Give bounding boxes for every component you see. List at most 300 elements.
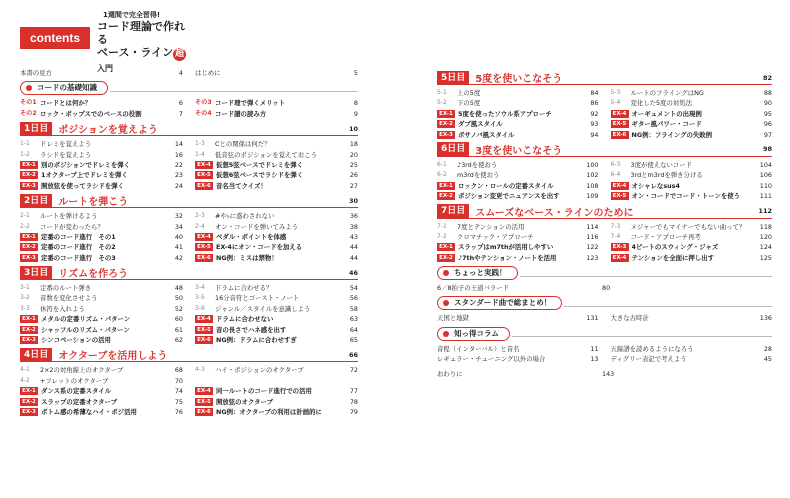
page-number: 111 bbox=[759, 192, 772, 201]
page-number: 46 bbox=[348, 268, 358, 277]
page-number: 122 bbox=[586, 243, 599, 252]
page-number: 82 bbox=[762, 73, 772, 82]
entry-title: 開放弦のオクターブ bbox=[216, 397, 273, 406]
entry-title: 4ビートのスウィング・ジャズ bbox=[631, 243, 719, 252]
page-number: 26 bbox=[349, 171, 358, 180]
entry-title: 音程（インターバル）と音名 bbox=[437, 344, 520, 353]
entry-title: ルートを弾けるよう bbox=[40, 212, 98, 221]
entry-title: ロック・ポップスでのベースの役割 bbox=[40, 109, 142, 118]
ex-label: EX-6 bbox=[195, 408, 213, 416]
ex-label: EX-4 bbox=[195, 161, 213, 169]
page-number: 42 bbox=[174, 253, 183, 262]
ex-label: EX-1 bbox=[20, 233, 38, 241]
section-number: 3-2 bbox=[20, 294, 30, 302]
entry-title: 五線譜を読めるようになろう bbox=[610, 344, 694, 353]
page-number: 106 bbox=[759, 171, 772, 180]
page-number: 125 bbox=[759, 253, 772, 262]
toc-entry[interactable] bbox=[195, 253, 358, 263]
page-number: 10 bbox=[348, 124, 358, 133]
toc-entry[interactable] bbox=[437, 98, 599, 108]
toc-entry[interactable] bbox=[195, 232, 358, 242]
ex-label: EX-4 bbox=[195, 315, 213, 323]
toc-entry[interactable] bbox=[195, 222, 358, 232]
page-number: 28 bbox=[763, 344, 772, 353]
toc-row bbox=[437, 344, 772, 354]
page-number: 66 bbox=[348, 350, 358, 359]
toc-entry[interactable] bbox=[611, 98, 773, 108]
ex-label: EX-5 bbox=[195, 326, 213, 334]
ex-label: EX-2 bbox=[437, 120, 455, 128]
entry-title: テンションを全面に押し出す bbox=[631, 253, 714, 262]
toc-entry[interactable] bbox=[20, 109, 183, 119]
toc-entry[interactable] bbox=[20, 397, 183, 407]
toc-entry[interactable] bbox=[20, 335, 183, 345]
entry-title: 下の5度 bbox=[457, 99, 481, 108]
toc-entry[interactable] bbox=[195, 181, 358, 191]
toc-entry[interactable] bbox=[195, 407, 358, 417]
day-number: 6日目 bbox=[437, 142, 469, 156]
outro-row[interactable]: おわりに 143 bbox=[437, 369, 615, 378]
entry-title: ドラムに合わせない bbox=[216, 315, 274, 324]
section-number: 4-2 bbox=[20, 376, 30, 384]
page-number: 97 bbox=[763, 130, 772, 139]
page-number: 77 bbox=[349, 387, 358, 396]
toc-row bbox=[20, 109, 358, 119]
toc-entry[interactable] bbox=[437, 344, 599, 354]
section-number: 7-3 bbox=[610, 222, 621, 230]
entry-title: オン・コードを弾いてみよう bbox=[215, 222, 299, 231]
day-number: 5日目 bbox=[437, 71, 469, 85]
section-number: 1-3 bbox=[195, 140, 205, 148]
toc-entry[interactable] bbox=[20, 283, 183, 293]
page-number: 68 bbox=[174, 366, 183, 375]
standard-item[interactable]: 天国と地獄 131 bbox=[437, 314, 599, 323]
day-header[interactable] bbox=[20, 348, 358, 362]
ex-label: EX-3 bbox=[20, 254, 38, 262]
toc-entry[interactable] bbox=[611, 191, 773, 201]
page-number: 95 bbox=[763, 109, 772, 118]
ex-label: EX-6 bbox=[195, 254, 213, 262]
toc-row bbox=[20, 325, 358, 335]
toc-entry[interactable] bbox=[611, 253, 773, 263]
page-number: 92 bbox=[590, 109, 599, 118]
section-number: その4 bbox=[195, 109, 212, 117]
toc-entry[interactable] bbox=[611, 88, 773, 98]
entry-title: 上の5度 bbox=[457, 89, 481, 97]
toc-entry[interactable] bbox=[20, 253, 183, 263]
page-number: 32 bbox=[174, 212, 183, 221]
toc-entry[interactable] bbox=[195, 150, 358, 160]
entry-title: ♪3rdを使おう bbox=[457, 160, 498, 169]
toc-entry[interactable] bbox=[20, 211, 183, 221]
page-number: 84 bbox=[590, 89, 599, 97]
right-column bbox=[437, 68, 772, 379]
toc-entry[interactable] bbox=[195, 365, 358, 375]
entry-title: コード理で弾くメリット bbox=[215, 99, 286, 108]
page-number: 34 bbox=[174, 222, 183, 231]
section-number: 6-3 bbox=[610, 160, 621, 168]
day-title: ポジションを覚えよう bbox=[58, 125, 158, 137]
entry-title: ドレミを覚えよう bbox=[40, 140, 92, 149]
toc-link-preface[interactable]: はじめに bbox=[195, 69, 221, 77]
page-number: 22 bbox=[174, 160, 183, 169]
toc-entry[interactable] bbox=[20, 170, 183, 180]
entry-title: ペダル・ポイントを体感 bbox=[216, 232, 287, 241]
days-left bbox=[20, 122, 358, 417]
toc-entry[interactable] bbox=[195, 397, 358, 407]
ex-label: EX-1 bbox=[20, 161, 38, 169]
toc-entry[interactable] bbox=[20, 98, 183, 108]
entry-title: ダンス系の定番スタイル bbox=[41, 387, 112, 396]
entry-title: ロックン・ロールの定番スタイル bbox=[458, 181, 554, 190]
entry-title bbox=[195, 376, 344, 386]
entry-title: メタルの定番リズム・パターン bbox=[41, 315, 131, 324]
section-number: 1-1 bbox=[20, 140, 30, 148]
section-number: 4-1 bbox=[20, 366, 30, 374]
toc-entry[interactable] bbox=[195, 242, 358, 252]
ex-label: EX-2 bbox=[20, 326, 38, 334]
toc-entry[interactable] bbox=[195, 211, 358, 221]
ex-label: EX-2 bbox=[437, 254, 455, 262]
day-header[interactable] bbox=[20, 194, 358, 208]
toc-entry[interactable] bbox=[20, 181, 183, 191]
entry-title: コードとは何か？ bbox=[40, 99, 92, 108]
entry-title: ポジション変更でニュアンスを出す bbox=[458, 192, 560, 201]
toc-entry[interactable] bbox=[20, 222, 183, 232]
toc-entry[interactable] bbox=[611, 160, 773, 170]
toc-entry[interactable] bbox=[437, 354, 599, 364]
page-number: 78 bbox=[349, 397, 358, 406]
entry-title: 定番のコード進行 その1 bbox=[41, 232, 116, 241]
section-number: 6-4 bbox=[610, 171, 621, 179]
toc-row bbox=[20, 376, 358, 386]
toc-entry[interactable] bbox=[20, 376, 183, 386]
toc-entry[interactable] bbox=[437, 191, 599, 201]
ex-label: EX-4 bbox=[195, 387, 213, 395]
page-number bbox=[344, 376, 358, 386]
toc-entry[interactable] bbox=[611, 344, 773, 354]
toc-entry[interactable] bbox=[20, 325, 183, 335]
entry-title: ラシドを覚えよう bbox=[40, 150, 92, 159]
page-number: 116 bbox=[586, 232, 599, 241]
toc-row bbox=[20, 232, 358, 242]
page-number: 109 bbox=[586, 192, 599, 201]
day-number: 3日目 bbox=[20, 266, 52, 280]
page-number: 40 bbox=[174, 232, 183, 241]
toc-entry[interactable] bbox=[195, 376, 358, 386]
toc-row bbox=[20, 211, 358, 221]
page-number: 30 bbox=[348, 196, 358, 205]
toc-entry[interactable] bbox=[195, 139, 358, 149]
knowledge-list bbox=[437, 344, 772, 365]
toc-entry[interactable] bbox=[437, 232, 599, 242]
toc-entry[interactable] bbox=[195, 98, 358, 108]
days-right bbox=[437, 71, 772, 263]
day-header[interactable] bbox=[20, 266, 358, 280]
toc-entry[interactable] bbox=[20, 314, 183, 324]
toc-entry[interactable] bbox=[437, 119, 599, 129]
page-number: 124 bbox=[759, 243, 772, 252]
entry-title: NG例：ドラムに合わせすぎ bbox=[216, 336, 297, 345]
entry-title: 仮想6弦ベースでラシドを弾く bbox=[216, 171, 304, 180]
basics-list bbox=[20, 98, 358, 119]
entry-title: 定番のルート弾き bbox=[40, 284, 92, 293]
entry-title: m3rdを使おう bbox=[457, 171, 500, 180]
toc-entry[interactable] bbox=[611, 130, 773, 140]
section-number: 5-4 bbox=[610, 99, 621, 107]
toc-entry[interactable] bbox=[20, 293, 183, 303]
day-number: 4日目 bbox=[20, 348, 52, 362]
toc-entry[interactable] bbox=[20, 365, 183, 375]
toc-entry[interactable] bbox=[20, 232, 183, 242]
toc-entry[interactable] bbox=[195, 386, 358, 396]
page-number: 56 bbox=[349, 294, 358, 303]
page-number: 63 bbox=[349, 315, 358, 324]
page-number: 20 bbox=[349, 150, 358, 159]
ex-label: EX-4 bbox=[611, 110, 629, 118]
toc-entry[interactable] bbox=[195, 283, 358, 293]
ex-label: EX-5 bbox=[611, 120, 629, 128]
entry-title: 音名当てクイズ！ bbox=[216, 181, 267, 190]
toc-entry[interactable] bbox=[437, 88, 599, 98]
toc-row bbox=[20, 181, 358, 191]
toc-entry[interactable] bbox=[20, 150, 183, 160]
ex-label: EX-3 bbox=[611, 243, 629, 251]
ex-label: EX-4 bbox=[611, 254, 629, 262]
page-number: 79 bbox=[349, 407, 358, 416]
day-title: スムーズなベース・ラインのために bbox=[475, 207, 634, 219]
page-number: 104 bbox=[759, 160, 772, 169]
entry-title: ギター風パワー・コード bbox=[631, 120, 702, 129]
day-header[interactable] bbox=[437, 143, 772, 157]
toc-entry[interactable] bbox=[195, 293, 358, 303]
logo-line2: ベース・ライン 超入門 bbox=[97, 46, 185, 73]
entry-title: 開放弦を使ってラシドを弾く bbox=[41, 181, 125, 190]
entry-title: ジャンル／スタイルを意識しよう bbox=[215, 304, 311, 313]
entry-title: EX-4にオン・コードを加える bbox=[216, 243, 303, 252]
page-number: 70 bbox=[174, 376, 183, 385]
page-number: 9 bbox=[353, 109, 358, 118]
basics-header bbox=[20, 78, 358, 98]
toc-entry[interactable] bbox=[195, 325, 358, 335]
toc-entry[interactable] bbox=[20, 304, 183, 314]
day-header[interactable] bbox=[437, 71, 772, 85]
toc-entry[interactable] bbox=[437, 253, 599, 263]
section-number: 6-2 bbox=[437, 171, 447, 179]
page-number: 112 bbox=[758, 207, 772, 216]
ex-label: EX-1 bbox=[437, 182, 455, 190]
toc-entry[interactable] bbox=[611, 170, 773, 180]
ex-label: EX-6 bbox=[195, 182, 213, 190]
entry-title: ダブ風スタイル bbox=[458, 120, 503, 129]
day-title: 3度を使いこなそう bbox=[475, 145, 563, 157]
page-number: 93 bbox=[590, 120, 599, 129]
toc-entry[interactable] bbox=[437, 181, 599, 191]
page-number: 5 bbox=[353, 69, 358, 77]
toc-entry[interactable] bbox=[611, 181, 773, 191]
standard-title: スタンダード曲で総まとめ！ bbox=[437, 296, 562, 310]
page-number: 64 bbox=[349, 325, 358, 334]
toc-row bbox=[20, 160, 358, 170]
section-number: 2-1 bbox=[20, 212, 30, 220]
toc-entry[interactable] bbox=[195, 335, 358, 345]
entry-title: クロマチック・アプローチ bbox=[457, 232, 534, 241]
toc-entry[interactable] bbox=[195, 314, 358, 324]
toc-row bbox=[20, 407, 358, 417]
entry-title: 定番のコード進行 その2 bbox=[41, 243, 116, 252]
toc-entry[interactable] bbox=[437, 170, 599, 180]
entry-title: シャッフルのリズム・パターン bbox=[41, 325, 130, 334]
entry-title: スラップの定番オクターブ bbox=[41, 397, 117, 406]
toc-entry[interactable] bbox=[20, 160, 183, 170]
page-number: 16 bbox=[174, 150, 183, 159]
entry-title: オン・コードでコード・トーンを使う bbox=[631, 192, 741, 201]
entry-title: ボトム感の希薄なハイ・ポジ活用 bbox=[41, 407, 137, 416]
toc-row bbox=[20, 293, 358, 303]
section-number: 3-5 bbox=[195, 294, 205, 302]
entry-title: NG例：フライングの失敗例 bbox=[631, 130, 713, 139]
toc-link-intro[interactable]: 本書の見方 bbox=[20, 69, 52, 77]
entry-title: レギュラー・チューニング以外の場合 bbox=[437, 355, 546, 364]
toc-entry[interactable] bbox=[611, 109, 773, 119]
page-number: 44 bbox=[349, 253, 358, 262]
toc-entry[interactable] bbox=[437, 109, 599, 119]
page-number: 7 bbox=[178, 109, 183, 118]
toc-entry[interactable] bbox=[437, 160, 599, 170]
ex-label: EX-5 bbox=[195, 171, 213, 179]
toc-entry[interactable] bbox=[20, 407, 183, 417]
left-column bbox=[20, 68, 358, 417]
intro-row bbox=[20, 68, 358, 78]
toc-entry[interactable] bbox=[20, 139, 183, 149]
entry-title: スラップはm7thが活用しやすい bbox=[458, 243, 554, 252]
toc-row bbox=[20, 253, 358, 263]
day-header[interactable] bbox=[20, 122, 358, 136]
page-number: 90 bbox=[763, 99, 772, 108]
entry-title: 16分音符とゴースト・ノート bbox=[215, 294, 300, 303]
entry-title: ♪7thやテンション・ノートを活用 bbox=[458, 253, 557, 262]
toc-row bbox=[20, 304, 358, 314]
page-number: 36 bbox=[349, 212, 358, 221]
entry-title: 3度が使えないコード bbox=[630, 160, 693, 169]
day-title: リズムを作ろう bbox=[58, 269, 129, 281]
section-number: 2-3 bbox=[195, 212, 205, 220]
toc-row bbox=[20, 170, 358, 180]
entry-title: 音数を変化させよう bbox=[40, 294, 98, 303]
toc-row bbox=[20, 98, 358, 108]
page-number: 75 bbox=[174, 397, 183, 406]
ex-label: EX-1 bbox=[437, 243, 455, 251]
page-number: 11 bbox=[590, 344, 599, 353]
toc-entry[interactable] bbox=[437, 130, 599, 140]
section-number: 7-2 bbox=[437, 232, 447, 240]
toc-entry[interactable] bbox=[195, 304, 358, 314]
logo-tag: 1週間で完全習得! bbox=[103, 11, 161, 19]
entry-title: ドラムに合わせる？ bbox=[215, 284, 273, 293]
page-number: 58 bbox=[349, 304, 358, 313]
toc-row bbox=[437, 119, 772, 129]
toc-entry[interactable] bbox=[437, 242, 599, 252]
toc-entry[interactable] bbox=[20, 242, 183, 252]
ex-label: EX-5 bbox=[611, 192, 629, 200]
book-logo bbox=[97, 10, 191, 73]
entry-title: ボサノバ風スタイル bbox=[458, 130, 515, 139]
section-number: その3 bbox=[195, 99, 212, 107]
toc-entry[interactable] bbox=[611, 119, 773, 129]
toc-entry[interactable] bbox=[195, 160, 358, 170]
page-number: 48 bbox=[174, 284, 183, 293]
toc-row bbox=[437, 242, 772, 252]
page-number: 18 bbox=[349, 140, 358, 149]
toc-entry[interactable] bbox=[611, 222, 773, 232]
section-number: 4-3 bbox=[195, 366, 205, 374]
entry-title: 仮想5弦ベースでドレミを弾く bbox=[216, 160, 304, 169]
page-number: 98 bbox=[762, 145, 772, 154]
standard-item[interactable]: 大きな古時計 136 bbox=[610, 314, 772, 323]
toc-entry[interactable] bbox=[611, 232, 773, 242]
toc-row bbox=[20, 283, 358, 293]
ex-label: EX-2 bbox=[20, 398, 38, 406]
toc-entry[interactable] bbox=[195, 109, 358, 119]
page-number: 8 bbox=[353, 99, 358, 108]
toc-entry[interactable] bbox=[195, 170, 358, 180]
practice-item[interactable]: 6／8拍子の王道バラード 80 bbox=[437, 284, 611, 293]
toc-row bbox=[437, 232, 772, 242]
toc-entry[interactable] bbox=[611, 242, 773, 252]
page-number: 86 bbox=[590, 99, 599, 108]
ex-label: EX-3 bbox=[437, 131, 455, 139]
toc-entry[interactable] bbox=[20, 386, 183, 396]
ex-label: EX-3 bbox=[20, 336, 38, 344]
ex-label: EX-1 bbox=[20, 387, 38, 395]
entry-title: 定番のコード進行 その3 bbox=[41, 253, 116, 262]
page-number: 123 bbox=[586, 253, 599, 262]
day-title: 5度を使いこなそう bbox=[475, 74, 563, 85]
entry-title: 1オクターブ上でドレミを弾く bbox=[41, 171, 128, 180]
page-number: 110 bbox=[759, 181, 772, 190]
ex-label: EX-1 bbox=[20, 315, 38, 323]
page-number: 6 bbox=[178, 99, 183, 108]
page-number: 74 bbox=[174, 387, 183, 396]
page-number: 62 bbox=[174, 336, 183, 345]
section-number: 3-1 bbox=[20, 284, 30, 292]
page-number: 65 bbox=[349, 336, 358, 345]
page-number: 76 bbox=[174, 407, 183, 416]
section-number: 2-2 bbox=[20, 222, 30, 230]
page-number: 108 bbox=[586, 181, 599, 190]
day-number: 1日目 bbox=[20, 122, 52, 136]
day-header[interactable] bbox=[437, 205, 772, 219]
toc-row bbox=[20, 365, 358, 375]
toc-row bbox=[437, 109, 772, 119]
toc-row bbox=[437, 98, 772, 108]
entry-title: +フレットのオクターブ bbox=[40, 376, 109, 385]
page-number: 61 bbox=[174, 325, 183, 334]
page-number: 54 bbox=[349, 284, 358, 293]
ex-label: EX-3 bbox=[20, 182, 38, 190]
entry-title: 休符を入れよう bbox=[40, 304, 85, 313]
toc-entry[interactable] bbox=[611, 354, 773, 364]
toc-row bbox=[437, 170, 772, 180]
page-number: 100 bbox=[586, 160, 599, 169]
ex-label: EX-1 bbox=[437, 110, 455, 118]
toc-entry[interactable] bbox=[437, 222, 599, 232]
toc-row bbox=[437, 222, 772, 232]
toc-row bbox=[20, 222, 358, 232]
entry-title: オシャレなsus4 bbox=[631, 181, 680, 190]
toc-row bbox=[20, 314, 358, 324]
entry-title: オーギュメントの出現例 bbox=[631, 109, 702, 118]
